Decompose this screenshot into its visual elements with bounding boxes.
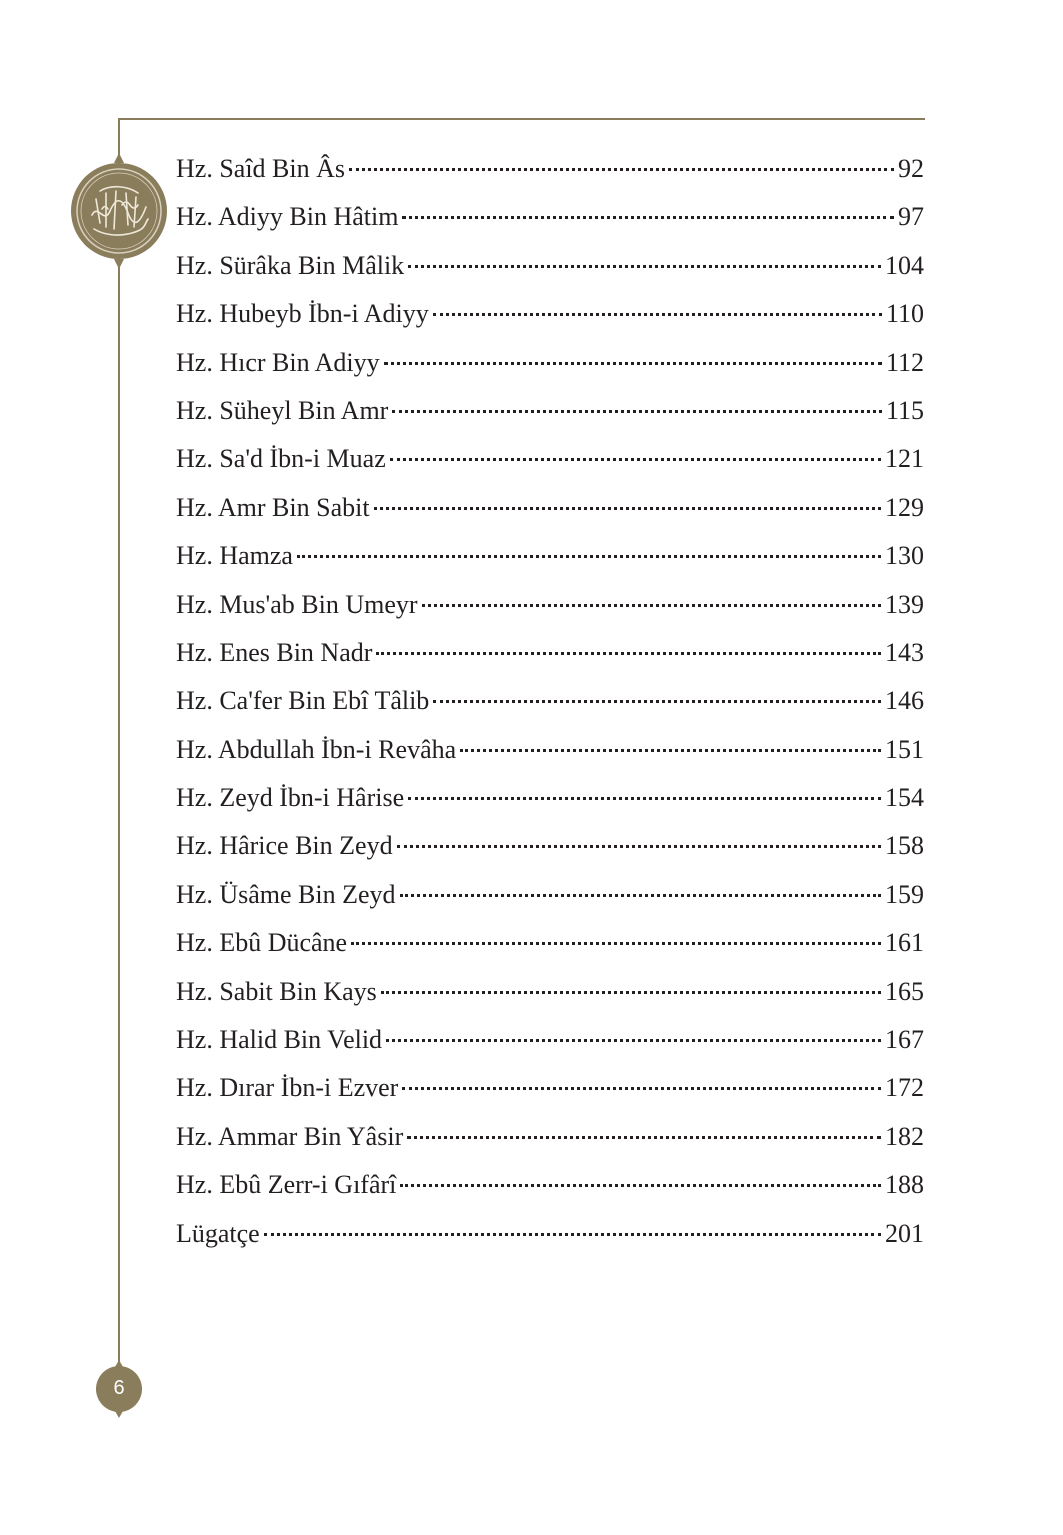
toc-entry-page: 92 [898, 154, 924, 183]
dot-leader [397, 845, 881, 848]
toc-entry-page: 161 [885, 928, 924, 958]
dot-leader [349, 168, 894, 171]
dot-leader [402, 1087, 881, 1090]
toc-entry [176, 871, 924, 919]
toc-entry [176, 822, 924, 870]
table-of-contents [176, 145, 924, 1258]
toc-entry-page: 188 [885, 1170, 924, 1200]
dot-leader [374, 507, 881, 510]
toc-entry [176, 774, 924, 822]
dot-leader [390, 458, 881, 461]
dot-leader [408, 797, 881, 800]
dot-leader [297, 555, 881, 558]
toc-entry-title: Hz. Hıcr Bin Adiyy [176, 347, 380, 377]
dot-leader [400, 1184, 881, 1187]
dot-leader [264, 1233, 881, 1236]
toc-entry-title: Hz. Üsâme Bin Zeyd [176, 879, 396, 909]
toc-entry-title: Hz. Dırar İbn-i Ezver [176, 1073, 399, 1103]
toc-entry [176, 1161, 924, 1209]
toc-entry [176, 193, 924, 241]
dot-leader [422, 604, 881, 607]
toc-entry [176, 242, 924, 290]
toc-entry-page: 129 [885, 492, 924, 522]
toc-entry [176, 581, 924, 629]
toc-entry [176, 484, 924, 532]
dot-leader [351, 942, 881, 945]
dot-leader [460, 749, 881, 752]
toc-entry [176, 1113, 924, 1161]
toc-entry-page: 110 [885, 299, 924, 329]
toc-entry-title: Hz. Adiyy Bin Hâtim [176, 202, 399, 232]
toc-entry [176, 1016, 924, 1064]
toc-entry-title: Hz. Saîd Bin Âs [176, 154, 345, 183]
toc-entry-title: Hz. Mus'ab Bin Umeyr [176, 589, 418, 619]
dot-leader [392, 410, 882, 413]
dot-leader [433, 313, 882, 316]
toc-entry-page: 143 [885, 637, 924, 667]
toc-entry-page: 115 [885, 395, 924, 425]
toc-entry-page: 154 [885, 783, 924, 813]
toc-entry-page: 104 [885, 250, 924, 280]
dot-leader [384, 362, 882, 365]
toc-entry-page: 165 [885, 976, 924, 1006]
toc-entry-title: Hz. Ca'fer Bin Ebî Tâlib [176, 686, 430, 716]
dot-leader [407, 1136, 881, 1139]
toc-entry-title: Hz. Sa'd İbn-i Muaz [176, 444, 386, 474]
toc-entry [176, 1210, 924, 1258]
toc-entry [176, 145, 924, 193]
toc-entry-page: 167 [885, 1025, 924, 1055]
toc-entry [176, 677, 924, 725]
toc-entry-page: 172 [885, 1073, 924, 1103]
toc-entry [176, 387, 924, 435]
toc-entry-page: 201 [885, 1218, 924, 1248]
page-number: 6 [113, 1377, 125, 1399]
toc-entry-title: Hz. Süheyl Bin Amr [176, 395, 389, 425]
dot-leader [381, 991, 881, 994]
dot-leader [408, 265, 881, 268]
toc-entry-title: Hz. Abdullah İbn-i Revâha [176, 734, 457, 764]
dot-leader [376, 652, 881, 655]
toc-entry-page: 182 [885, 1121, 924, 1151]
toc-entry [176, 1064, 924, 1112]
toc-entry-page: 112 [885, 347, 924, 377]
toc-entry-title: Hz. Zeyd İbn-i Hârise [176, 783, 405, 813]
toc-entry [176, 290, 924, 338]
frame-top-rule [118, 118, 925, 120]
toc-entry-page: 121 [885, 444, 924, 474]
toc-entry [176, 726, 924, 774]
dot-leader [386, 1039, 881, 1042]
toc-entry-page: 139 [885, 589, 924, 619]
toc-entry-title: Hz. Ebû Dücâne [176, 928, 348, 958]
dot-leader [433, 700, 881, 703]
toc-entry [176, 968, 924, 1016]
toc-entry-title: Hz. Hubeyb İbn-i Adiyy [176, 299, 429, 329]
toc-entry-title: Hz. Ammar Bin Yâsir [176, 1121, 404, 1151]
toc-entry [176, 629, 924, 677]
toc-entry-title: Hz. Enes Bin Nadr [176, 637, 373, 667]
dot-leader [400, 894, 881, 897]
toc-entry-title: Hz. Ebû Zerr-i Gıfârî [176, 1170, 397, 1200]
toc-entry-page: 97 [898, 202, 924, 232]
toc-entry-page: 146 [885, 686, 924, 716]
toc-entry-title: Hz. Sabit Bin Kays [176, 976, 377, 1006]
toc-entry-title: Hz. Amr Bin Sabit [176, 492, 370, 522]
frame-left-rule [118, 118, 120, 1408]
toc-entry-title: Hz. Sürâka Bin Mâlik [176, 250, 405, 280]
toc-entry-page: 130 [885, 541, 924, 571]
toc-entry-title: Hz. Hârice Bin Zeyd [176, 831, 393, 861]
toc-entry-title: Lügatçe [176, 1218, 260, 1248]
toc-entry [176, 532, 924, 580]
calligraphy-medallion-icon [70, 153, 168, 269]
dot-leader [402, 216, 894, 219]
toc-entry [176, 919, 924, 967]
toc-entry-page: 159 [885, 879, 924, 909]
toc-entry-page: 158 [885, 831, 924, 861]
toc-entry-title: Hz. Hamza [176, 541, 293, 571]
toc-entry-title: Hz. Halid Bin Velid [176, 1025, 383, 1055]
toc-entry-page: 151 [885, 734, 924, 764]
toc-entry [176, 435, 924, 483]
toc-entry [176, 339, 924, 387]
